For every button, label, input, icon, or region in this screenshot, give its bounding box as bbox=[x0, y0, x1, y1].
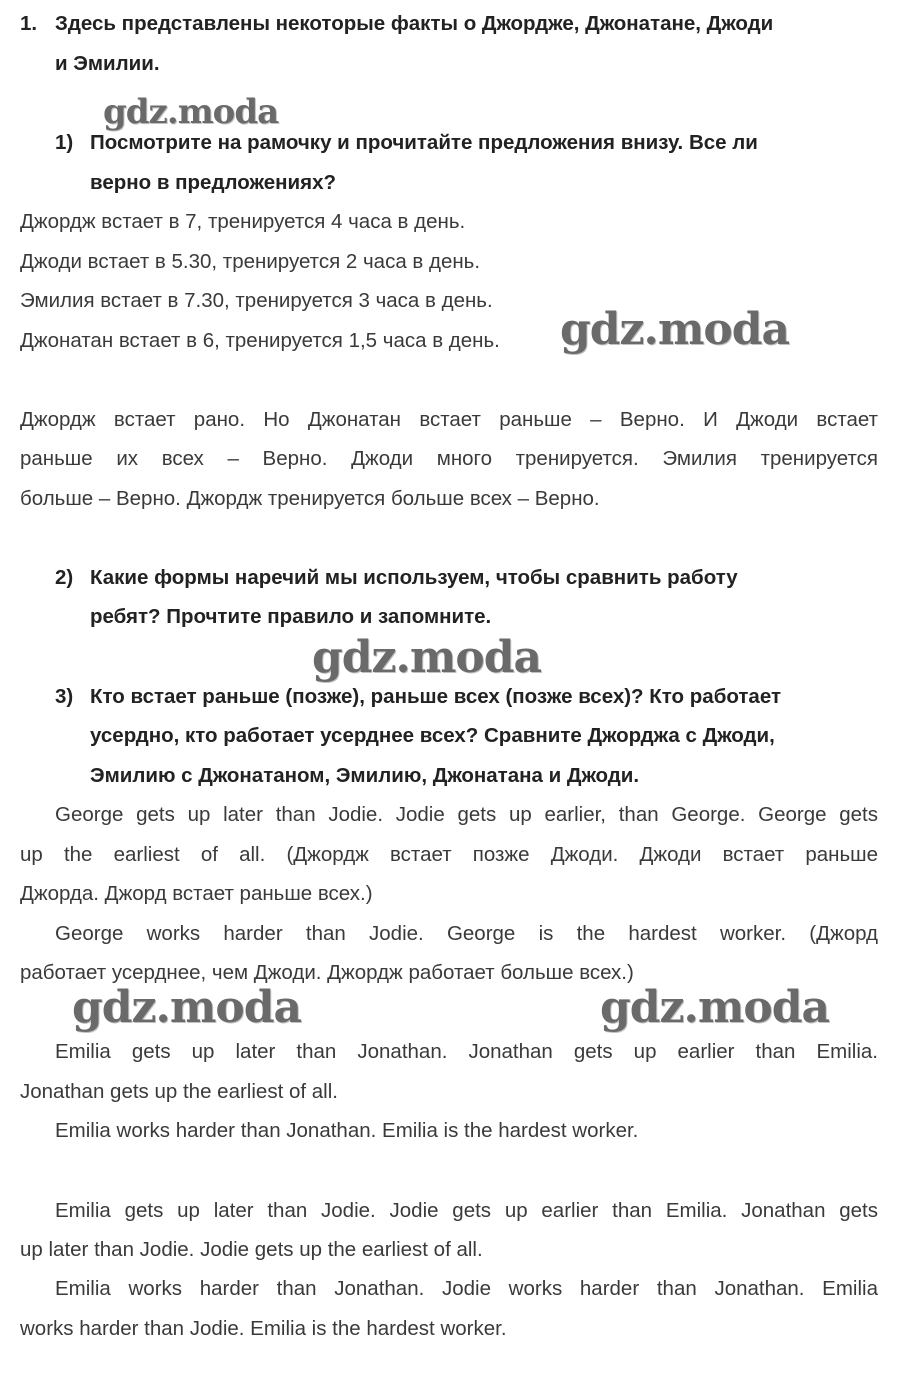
answer-1-line: больше – Верно. Джордж тренируется больше всех – Верно. bbox=[20, 487, 600, 510]
answer-3-line: works harder than Jodie. Emilia is the hardest worker. bbox=[20, 1317, 507, 1340]
answer-3-line: Emilia gets up later than Jonathan. Jonathan gets up earlier than Emilia. bbox=[55, 1040, 878, 1063]
task-1-heading-line-2: и Эмилии. bbox=[55, 52, 160, 75]
question-2-line-2: ребят? Прочтите правило и запомните. bbox=[90, 605, 492, 628]
question-1-text-1: Посмотрите на рамочку и прочитайте предложения внизу. Все ли bbox=[90, 131, 758, 154]
question-2-line-1 bbox=[55, 566, 897, 590]
watermark-logo: gdz.moda bbox=[103, 92, 279, 132]
answer-3-line: Emilia gets up later than Jodie. Jodie gets up earlier than Emilia. Jonathan gets bbox=[55, 1199, 878, 1222]
fact-line: Эмилия встает в 7.30, тренируется 3 часа в день. bbox=[20, 289, 493, 312]
watermark-logo: gdz.moda bbox=[600, 982, 830, 1033]
answer-1-line: раньше их всех – Верно. Джоди много тренируется. Эмилия тренируется bbox=[20, 447, 878, 470]
task-1-heading-line-1 bbox=[20, 12, 878, 36]
answer-3-line: up the earliest of all. (Джордж встает позже Джоди. Джоди встает раньше bbox=[20, 843, 878, 866]
answer-3-line: работает усерднее, чем Джоди. Джордж работает больше всех.) bbox=[20, 961, 634, 984]
question-3-text-1: Кто встает раньше (позже), раньше всех (позже всех)? Кто работает bbox=[90, 685, 781, 708]
fact-line: Джордж встает в 7, тренируется 4 часа в день. bbox=[20, 210, 466, 233]
question-2-text-1: Какие формы наречий мы используем, чтобы сравнить работу bbox=[90, 566, 738, 589]
question-1-number: 1) bbox=[55, 131, 74, 154]
question-3-line-3: Эмилию с Джонатаном, Эмилию, Джонатана и Джоди. bbox=[90, 764, 640, 787]
question-1-line-1 bbox=[55, 131, 897, 155]
question-1-line-2: верно в предложениях? bbox=[90, 171, 337, 194]
fact-line: Джоди встает в 5.30, тренируется 2 часа в день. bbox=[20, 250, 481, 273]
answer-3-line: Jonathan gets up the earliest of all. bbox=[20, 1080, 338, 1103]
watermark-logo: gdz.moda bbox=[72, 982, 302, 1033]
question-2-number: 2) bbox=[55, 566, 74, 589]
question-3-number: 3) bbox=[55, 685, 74, 708]
answer-3-line: Emilia works harder than Jonathan. Emilia is the hardest worker. bbox=[55, 1119, 639, 1142]
answer-3-line: Джорда. Джорд встает раньше всех.) bbox=[20, 882, 373, 905]
task-1-text-1: Здесь представлены некоторые факты о Джордже, Джонатане, Джоди bbox=[55, 12, 774, 35]
answer-3-line: Emilia works harder than Jonathan. Jodie works harder than Jonathan. Emilia bbox=[55, 1277, 878, 1300]
answer-3-line: up later than Jodie. Jodie gets up the earliest of all. bbox=[20, 1238, 483, 1261]
answer-1-line: Джордж встает рано. Но Джонатан встает раньше – Верно. И Джоди встает bbox=[20, 408, 878, 431]
task-1-number: 1. bbox=[20, 12, 38, 35]
answer-3-line: George works harder than Jodie. George is the hardest worker. (Джорд bbox=[55, 922, 878, 945]
question-3-line-2: усердно, кто работает усерднее всех? Сравните Джорджа с Джоди, bbox=[90, 724, 775, 747]
fact-line: Джонатан встает в 6, тренируется 1,5 часа в день. bbox=[20, 329, 500, 352]
watermark-logo: gdz.moda bbox=[560, 304, 790, 355]
answer-3-line: George gets up later than Jodie. Jodie gets up earlier, than George. George gets bbox=[55, 803, 878, 826]
question-3-line-1 bbox=[55, 685, 897, 709]
watermark-logo: gdz.moda bbox=[312, 632, 542, 683]
